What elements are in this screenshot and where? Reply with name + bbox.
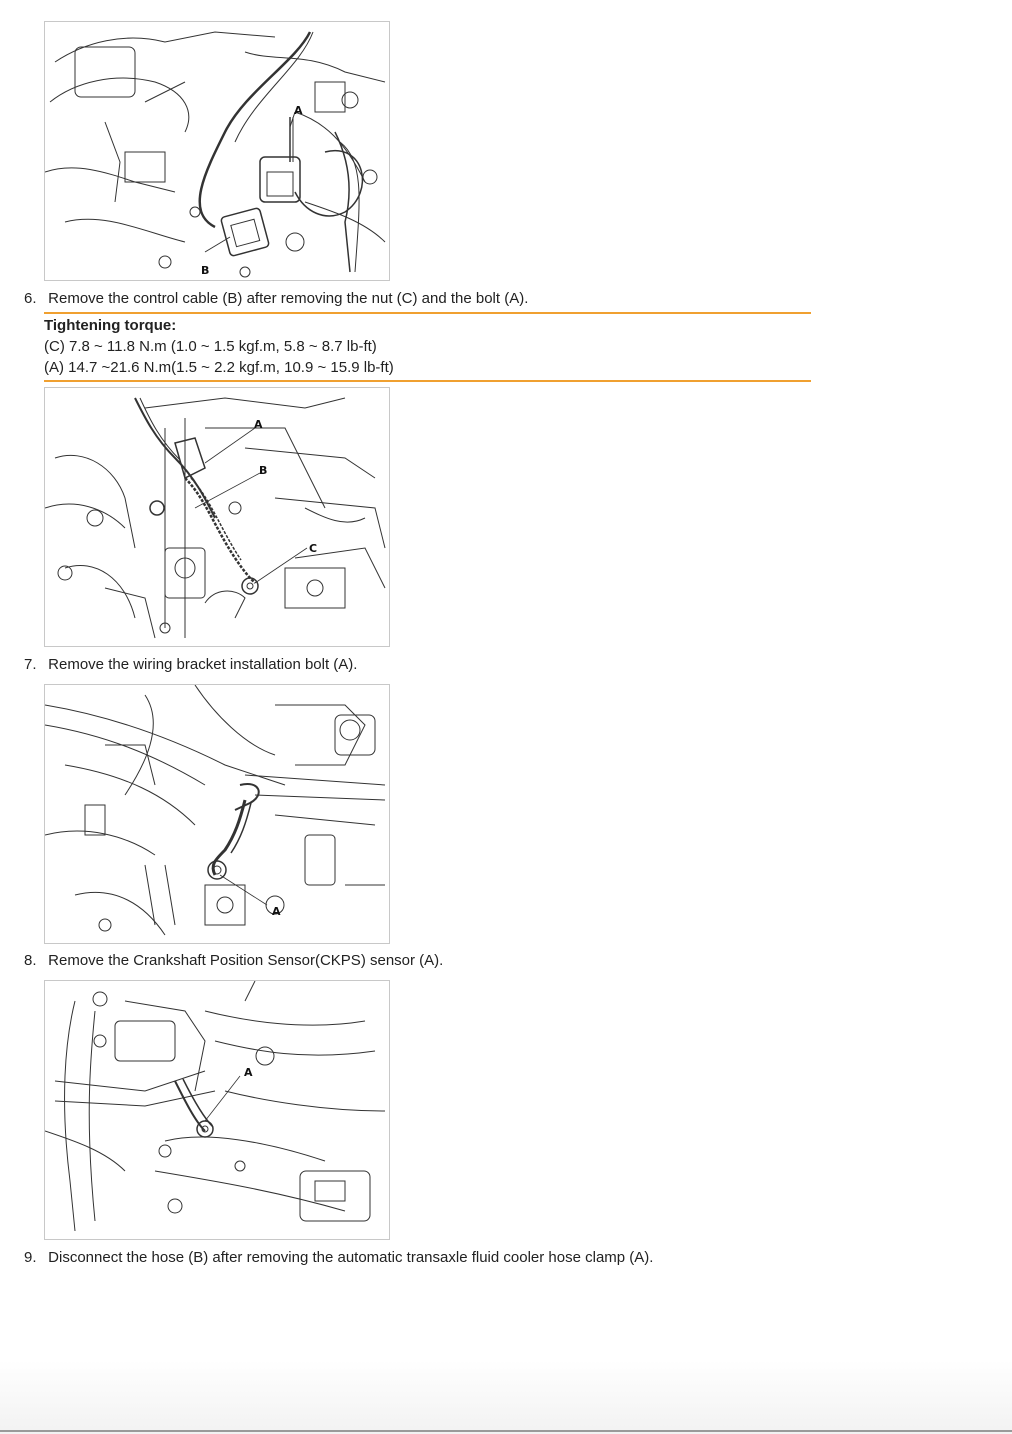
step-text: Remove the Crankshaft Position Sensor(CKPS) sensor (A).	[48, 952, 444, 969]
step-number: 7.	[24, 656, 37, 673]
step-6	[24, 290, 528, 308]
callout-label-a: A	[244, 1066, 253, 1079]
step-9	[24, 1249, 653, 1267]
control-cable-illustration	[45, 388, 389, 646]
step-text: Remove the wiring bracket installation bolt (A).	[48, 656, 358, 673]
ckps-sensor-illustration	[45, 981, 389, 1239]
step-number: 9.	[24, 1249, 37, 1266]
callout-label-a: A	[254, 418, 263, 431]
figure-ckps-sensor-diagram	[44, 980, 390, 1240]
step-text: Remove the control cable (B) after removing the nut (C) and the bolt (A).	[48, 290, 529, 307]
torque-line-a: (A) 14.7 ~21.6 N.m(1.5 ~ 2.2 kgf.m, 10.9 ~ 15.9 lb-ft)	[44, 359, 394, 376]
torque-line-c: (C) 7.8 ~ 11.8 N.m (1.0 ~ 1.5 kgf.m, 5.8 ~ 8.7 lb-ft)	[44, 338, 377, 355]
callout-label-b: B	[259, 464, 268, 477]
step-8	[24, 952, 443, 970]
wiring-bracket-illustration	[45, 685, 389, 943]
step-number: 8.	[24, 952, 37, 969]
figure-wiring-bracket-diagram	[44, 684, 390, 944]
callout-label-b: B	[201, 264, 210, 277]
step-number: 6.	[24, 290, 37, 307]
callout-label-a: A	[272, 905, 281, 918]
callout-label-a: A	[294, 104, 303, 117]
step-text: Disconnect the hose (B) after removing the automatic transaxle fluid cooler hose clamp (A).	[48, 1249, 654, 1266]
connector-illustration	[45, 22, 389, 280]
torque-heading: Tightening torque:	[44, 317, 177, 334]
step-7	[24, 656, 357, 674]
tightening-torque-note	[44, 312, 811, 382]
page-bottom-divider	[0, 1430, 1012, 1432]
figure-control-cable-diagram	[44, 387, 390, 647]
figure-connector-diagram	[44, 21, 390, 281]
callout-label-c: C	[309, 542, 318, 555]
